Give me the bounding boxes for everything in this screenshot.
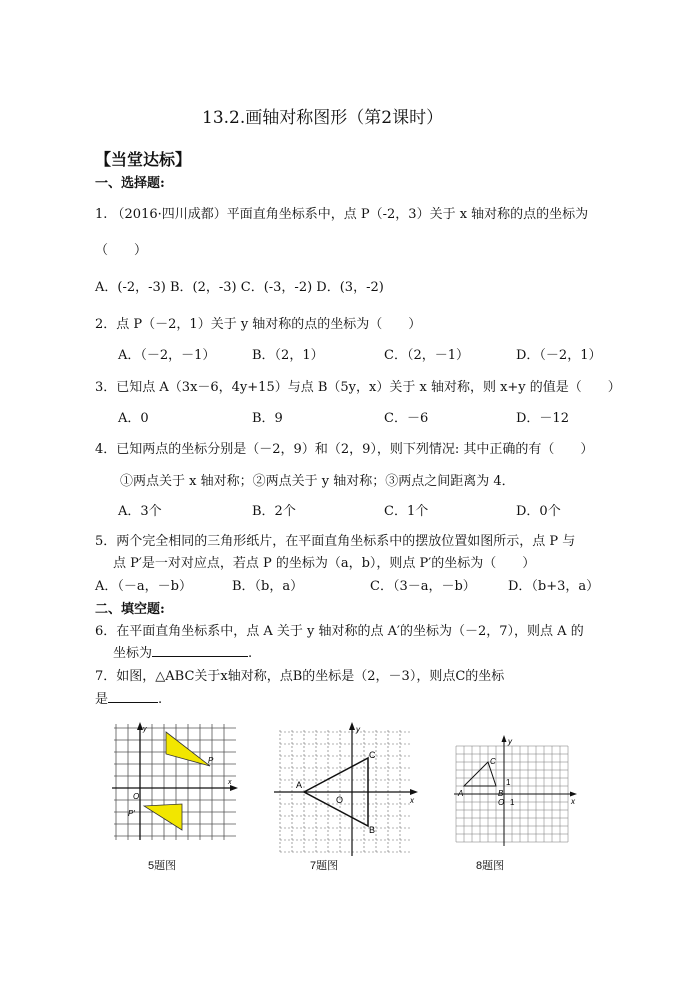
fig8-label-c: C [490, 757, 496, 766]
q5-option-c: C．（3－a，－b） [370, 579, 476, 594]
figure-7 [270, 720, 420, 858]
fig8-label-x: x [571, 797, 575, 806]
fig8-y-arrow [502, 735, 507, 742]
fig7-label-c: C [369, 750, 376, 760]
q5-option-a: A．（－a，－b） [95, 579, 192, 594]
q1-paren: （ ） [95, 243, 148, 258]
q4-conditions: ①两点关于 x 轴对称；②两点关于 y 轴对称；③两点之间距离为 4． [120, 474, 515, 489]
q4-stem: 4．已知两点的坐标分别是（－2，9）和（2，9），则下列情况: 其中正确的有（ ） [95, 442, 594, 457]
q7-answer-blank [108, 690, 158, 703]
part1-heading: 一、选择题: [95, 176, 165, 191]
figure-8 [452, 734, 580, 850]
q6-answer-blank [152, 644, 248, 657]
q1-stem: 1. （2016·四川成都）平面直角坐标系中，点 P（-2，3）关于 x 轴对称的点的坐标为 [95, 207, 589, 222]
q3-option-c: C．－6 [384, 411, 429, 426]
q6-stem-line1: 6．在平面直角坐标系中，点 A 关于 y 轴对称的点 A′的坐标为（－2，7），则点 A 的 [95, 624, 584, 639]
fig8-label-one-y: 1 [506, 778, 511, 787]
fig5-label-p-prime: P′ [128, 809, 135, 818]
page-title: 13.2.画轴对称图形（第2课时） [202, 108, 444, 128]
fig7-y-arrow [349, 722, 355, 730]
q5-stem-line2: 点 P′是一对对应点，若点 P 的坐标为（a，b），则点 P′的坐标为（ ） [113, 556, 536, 571]
q3-option-b: B．9 [252, 411, 283, 426]
fig7-label-a: A [296, 780, 303, 790]
fig5-triangle-lower [144, 804, 182, 830]
q4-option-c: C．1个 [384, 504, 429, 519]
q1-options: A．(-2，-3) B．(2，-3) C．(-3，-2) D．(3，-2) [95, 280, 384, 295]
fig7-label-y: y [356, 725, 360, 734]
section-header: 【当堂达标】 [95, 150, 192, 169]
fig8-x-arrow [570, 792, 577, 797]
q5-stem-line1: 5．两个完全相同的三角形纸片，在平面直角坐标系中的摆放位置如图所示，点 P 与 [95, 534, 576, 549]
q2-stem: 2．点 P（－2，1）关于 y 轴对称的点的坐标为（ ） [95, 317, 422, 332]
q2-option-c: C．（2，－1） [384, 348, 469, 363]
fig8-label-a: A [458, 789, 464, 798]
q3-option-d: D．－12 [516, 411, 569, 426]
q2-option-b: B．（2，1） [252, 348, 324, 363]
q2-option-a: A．（－2，－1） [118, 348, 216, 363]
q4-option-b: B．2个 [252, 504, 296, 519]
q5-option-b: B．（b，a） [232, 579, 304, 594]
q2-option-d: D．（－2，1） [516, 348, 602, 363]
q3-stem: 3．已知点 A（3x－6，4y+15）与点 B（5y，x）关于 x 轴对称，则 x+y 的值是（ ） [95, 380, 621, 395]
part2-heading: 二、填空题: [95, 602, 165, 617]
q7-stem-line2: 是 . [95, 692, 163, 707]
fig5-label-x: x [228, 779, 232, 786]
fig8-label-y: y [508, 737, 512, 746]
fig8-label-b: B [498, 789, 504, 798]
fig7-label-x: x [410, 796, 414, 805]
fig5-label-o: O [133, 792, 140, 801]
figure-5-caption: 5题图 [148, 860, 177, 872]
q7-label: 是 [95, 692, 109, 707]
q5-option-d: D．（b+3，a） [508, 579, 600, 594]
fig5-label-y: y [143, 726, 147, 733]
fig7-label-b: B [369, 825, 376, 835]
fig8-label-one-x: 1 [510, 798, 515, 807]
figure-8-caption: 8题图 [476, 860, 505, 872]
fig7-x-arrow [410, 789, 418, 795]
figure-5 [110, 722, 240, 844]
fig7-label-o: O [336, 795, 344, 805]
figure-7-caption: 7题图 [310, 860, 339, 872]
fig8-label-o: O [498, 798, 505, 807]
q6-stem-line2: 坐标为 . [113, 646, 253, 661]
q3-option-a: A．0 [118, 411, 149, 426]
q7-stem-line1: 7．如图，△ABC关于x轴对称，点B的坐标是（2，－3），则点C的坐标 [95, 669, 505, 684]
q4-option-d: D．0个 [516, 504, 561, 519]
q4-option-a: A．3个 [118, 504, 162, 519]
fig5-label-p: P [208, 756, 214, 765]
q6-label: 坐标为 [113, 646, 153, 661]
